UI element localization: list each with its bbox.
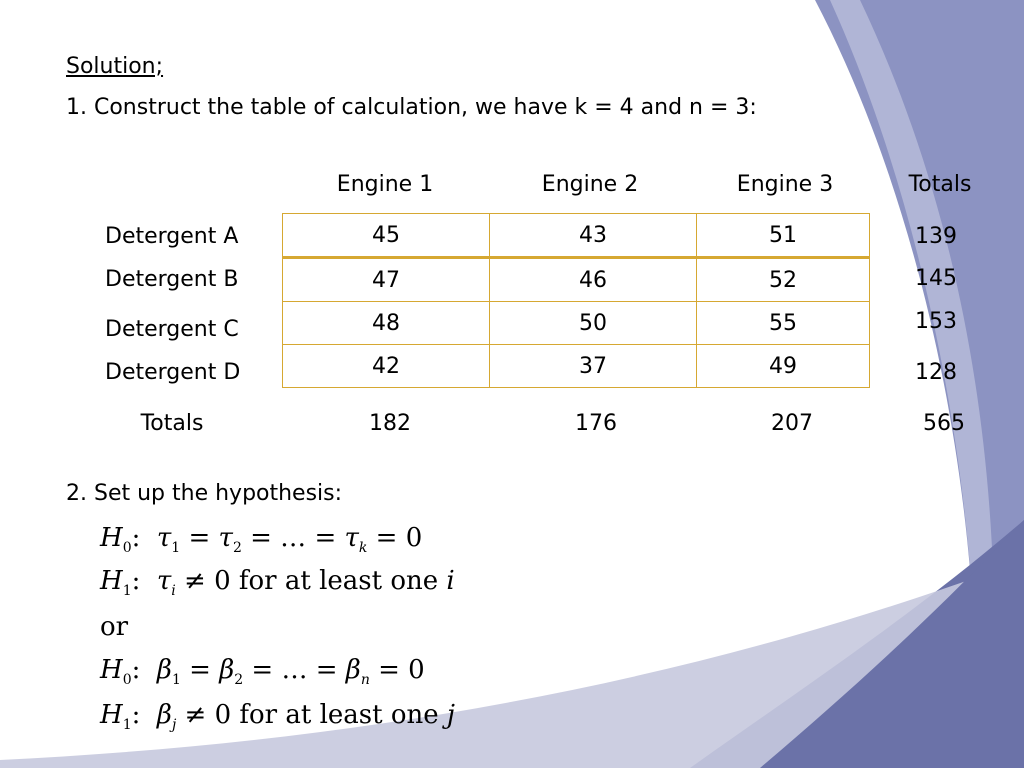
column-total-engine2: 176 (575, 411, 617, 436)
hypothesis-h1-tau: $H_1$: $\tau_i \ne 0$ for at least one i (100, 566, 455, 600)
table-row (283, 258, 870, 302)
row-total-d: 128 (915, 360, 957, 385)
row-label-detergent-d: Detergent D (105, 360, 241, 385)
table-cell: 51 (697, 214, 870, 258)
table-cell: 50 (490, 302, 697, 345)
or-text: or (100, 612, 129, 642)
table-cell: 52 (697, 258, 870, 302)
table-cell: 37 (490, 345, 697, 388)
table-cell: 42 (283, 345, 490, 388)
table-cell: 43 (490, 214, 697, 258)
row-label-detergent-b: Detergent B (105, 267, 239, 292)
table-cell: 47 (283, 258, 490, 302)
grand-total: 565 (923, 411, 965, 436)
row-total-b: 145 (915, 266, 957, 291)
row-total-c: 153 (915, 309, 957, 334)
for-at-least-one-text: for at least one (238, 566, 439, 596)
table-cell: 49 (697, 345, 870, 388)
solution-heading: Solution; (66, 54, 164, 79)
table-cell: 46 (490, 258, 697, 302)
col-header-engine3: Engine 3 (736, 172, 834, 197)
table-cell: 48 (283, 302, 490, 345)
table-row (283, 345, 870, 388)
totals-row-label: Totals (140, 411, 204, 436)
row-label-detergent-c: Detergent C (105, 317, 239, 342)
table-row (283, 302, 870, 345)
col-header-totals: Totals (908, 172, 972, 197)
table-cell: 55 (697, 302, 870, 345)
column-total-engine1: 182 (369, 411, 411, 436)
table-row (283, 214, 870, 258)
hypothesis-h1-beta: $H_1$: $\beta_j \ne 0$ for at least one j (100, 700, 455, 734)
row-total-a: 139 (915, 224, 957, 249)
col-header-engine2: Engine 2 (541, 172, 639, 197)
table-cell: 45 (283, 214, 490, 258)
step2-text: 2. Set up the hypothesis: (66, 481, 343, 506)
hypothesis-h0-tau: $H_0$: $\tau_1 = \tau_2$ = … = $\tau_k = 0$ (100, 523, 423, 557)
col-header-engine1: Engine 1 (336, 172, 434, 197)
step1-text: 1. Construct the table of calculation, we have k = 4 and n = 3: (66, 95, 757, 120)
column-total-engine3: 207 (771, 411, 813, 436)
row-label-detergent-a: Detergent A (105, 224, 239, 249)
hypothesis-h0-beta: $H_0$: $\beta_1 = \beta_2$ = … = $\beta_n = 0$ (100, 655, 425, 689)
data-table (282, 213, 870, 388)
for-at-least-one-text: for at least one (239, 700, 439, 730)
